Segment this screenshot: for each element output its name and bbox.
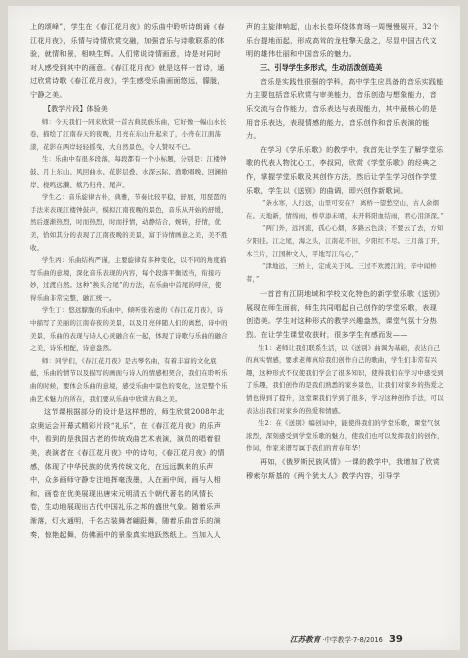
paragraph: 上的颂峰”，学生在《春江花月夜》的乐曲中聆听诗朗诵《春江花月夜》，乐情与诗情欣赏交融，加强音乐与诗歌联系的体验，就情和景，相映生辉。人们常说诗情画意，诗是对同时对人感受到其中的画意。《春江花月夜》就是这样一首诗，通过欣赏诗歌《春江花月夜》，学生感受乐曲画面悠远，朦胧，宁静之美。 (30, 22, 225, 99)
paragraph: 再如，《俄罗斯民族风情》一课的教学中，我增加了欣赏穆索尔斯基的《两个犹太人》教学内容，引导学 (246, 457, 441, 480)
classroom-dialogue: 学生乙：音乐旋律古朴，典雅，节奏比较平稳，舒展，用琵琶的手法来表现江楼钟鼓声，模拟江南夜晚的景色，音乐从开始的舒缓，然后逐渐热烈，时而热烈，时而抒情，动静结合，婉转，抒情，优美，恰如其分的表现了江南夜晚的美景，富于诗情画意之美，美不胜收。 (30, 193, 228, 252)
classroom-dialogue: 师：同学们，《春江花月夜》是古琴名曲，有着丰富的文化底蕴，乐曲的情节以及描写的画面与诗人的情感相契合，我们在聆听乐曲的时候，要体会乐曲的意境，感受乐曲中景色的变化，这是整个乐曲艺术魅力的所在，我们要从乐曲中欣赏古典之美。 (30, 356, 228, 403)
paragraph: 一首首有江阴地域和学校文化特色的新学堂乐歌《送别》展现在师生面前，师生共同唱起自己创作的学堂乐歌，表现创造美。学生对这种形式的教学兴趣盎然，课堂气氛十分热烈。在让学生课堂收获时，很多学生有感而发—— (246, 289, 444, 340)
student-lyrics: “条水寒，人行远，山里可安在？ 离桥一望愁空山，古人余烟在。天地新，情绵雨，桥草添未晴，未开料阳血结雨，君心泪泽深。” (246, 199, 444, 220)
journal-brand: 江苏教育 (290, 635, 321, 644)
segment-label: 【教学片段】体验美 (44, 103, 108, 113)
classroom-dialogue: 学生丙：乐曲结构严谨，主要旋律有多种变化，以不同的角度描写乐曲的意境，深化音乐表现的内容，每个段落平衡适当，衔接巧妙，过渡自然。这种“换头合尾”的方法，在乐曲中首尾的呼应，使得乐曲非常完整，融汇统一。 (30, 256, 227, 302)
page-number: 39 (388, 634, 403, 645)
journal-page (8, 6, 460, 650)
classroom-dialogue: 生1：老师让我们联系生活，以《送别》曲调为基础，表达自己的真实情感，要求老师真给我们创作自己的歌曲，学生们非常有兴趣，这种形式不仅使我们学会了很多知识，使得我们在学习中感受到了乐趣，我们创作的是我们熟悉的家乡景色，让我们对家乡的热爱之情也得到了提升，这堂课我们学到了很多，学习这种创作手法，可以表达出我们对家乡的热爱和情感。 (246, 343, 444, 415)
classroom-dialogue: 生：乐曲中有很多段落，每段都有一个小标题，分别是：江楼钟鼓、月上东山、风回曲水、花影层叠、水深云际、渔歌唱晚、回澜拍岸、桡鸣远濑、欸乃归舟、尾声。 (30, 155, 228, 189)
section-heading: 三、引导学生多形式，生动活泼创造美 (260, 62, 383, 72)
paragraph: 音乐是实践性很强的学科，高中学生应具备的音乐实践能力主要包括音乐欣赏与审美能力，音乐创造与想象能力，音乐交流与合作能力，音乐表达与表现能力，其中最核心的是用音乐表达，表现情感的能力，音乐创作和音乐表演的能力。 (246, 76, 444, 141)
student-lyrics: “津地远，三桥上，定成关于风。三过不欢渡江的，辛中闻桥者，” (246, 262, 437, 283)
page-footer (290, 634, 460, 645)
right-column (246, 20, 444, 482)
classroom-dialogue: 学生丁：悠远朦胧的乐曲中，倾听张若虚的《春江花月夜》，诗中描写了美丽的江南春夜的美景，以及月亮伴随人们的离愁，诗中的美景，乐曲的表现与诗人心灵融合在一起，体现了诗歌与乐曲的融合之美，诗乐相配，诗意盎然。 (30, 306, 228, 353)
left-column (30, 20, 228, 541)
paragraph: 声的主旋律响起，山水长卷环绕体育场一周慢慢展开，32个乐台提地而起，形成高耸的龙柱擎天盘之，尽显中国古代文明的雄伟壮丽和中国音乐的魅力。 (246, 22, 440, 59)
student-lyrics: “两门外，远河流，孤心心烟，多路云色淡；不要云了去，方知夕阳挂。江之尾，海之头，江南花不旧，夕阳红不尽。三月落丁开，木兰片，江国种文人，平地写江鸟心，” (246, 224, 444, 258)
classroom-dialogue: 师：今天我们一同来欣赏一首古典民族乐曲，它好像一幅山水长卷，描绘了江南春天的夜晚，月亮在东山升起来了，小舟在江面荡漾，花影在两岸轻轻摇曳，大自然景色，令人赞叹不已。 (30, 117, 227, 151)
journal-issue: ·中学教学·7-8/2016 (322, 636, 383, 644)
paragraph: 在学习《学乐乐歌》的教学中，我首先让学生了解学堂乐歌的代表人物沈心工，李叔同，欣赏《学堂乐歌》的经典之作，掌握学堂乐歌及其创作方法，然后让学生学习创作学堂乐歌，学生以《送别》的曲调，即兴创作新歌词。 (246, 144, 444, 195)
paragraph: 这节课根据部分的设计是这样想的，师生欣赏2008年北京奥运会开幕式精彩片段“礼乐”，在《春江花月夜》的乐声中，看到的是我国古老的传统戏曲艺术表演，演员的唱着很美，表演者在《春江花月夜》中的诗句，《春江花月夜》的情感，体现了中华民族的优秀传统文化，在远远飘来的乐声中，众多画师守静专注地挥毫泼墨，人在画中间，画与人相和，画卷在优美展现出唐宋元明清五个朝代著名的风情长卷，生动地展现出古代中国礼乐之邦的盛世气象。随着乐声渐落，灯火通明，千名古装舞者翩跹舞，随着乐曲音乐的演奏，惊艳起舞，仿佛画中的景象真实地跃然纸上。当加入人 (30, 407, 225, 539)
classroom-dialogue: 生2：在《送别》编创词中，能使得我们的学堂乐歌，课堂气氛浓烈，深刻感受到学堂乐歌的魅力，使我们也可以发挥我们的创作，作词，作家来谱写属于我们的青春年华！ (246, 419, 444, 453)
